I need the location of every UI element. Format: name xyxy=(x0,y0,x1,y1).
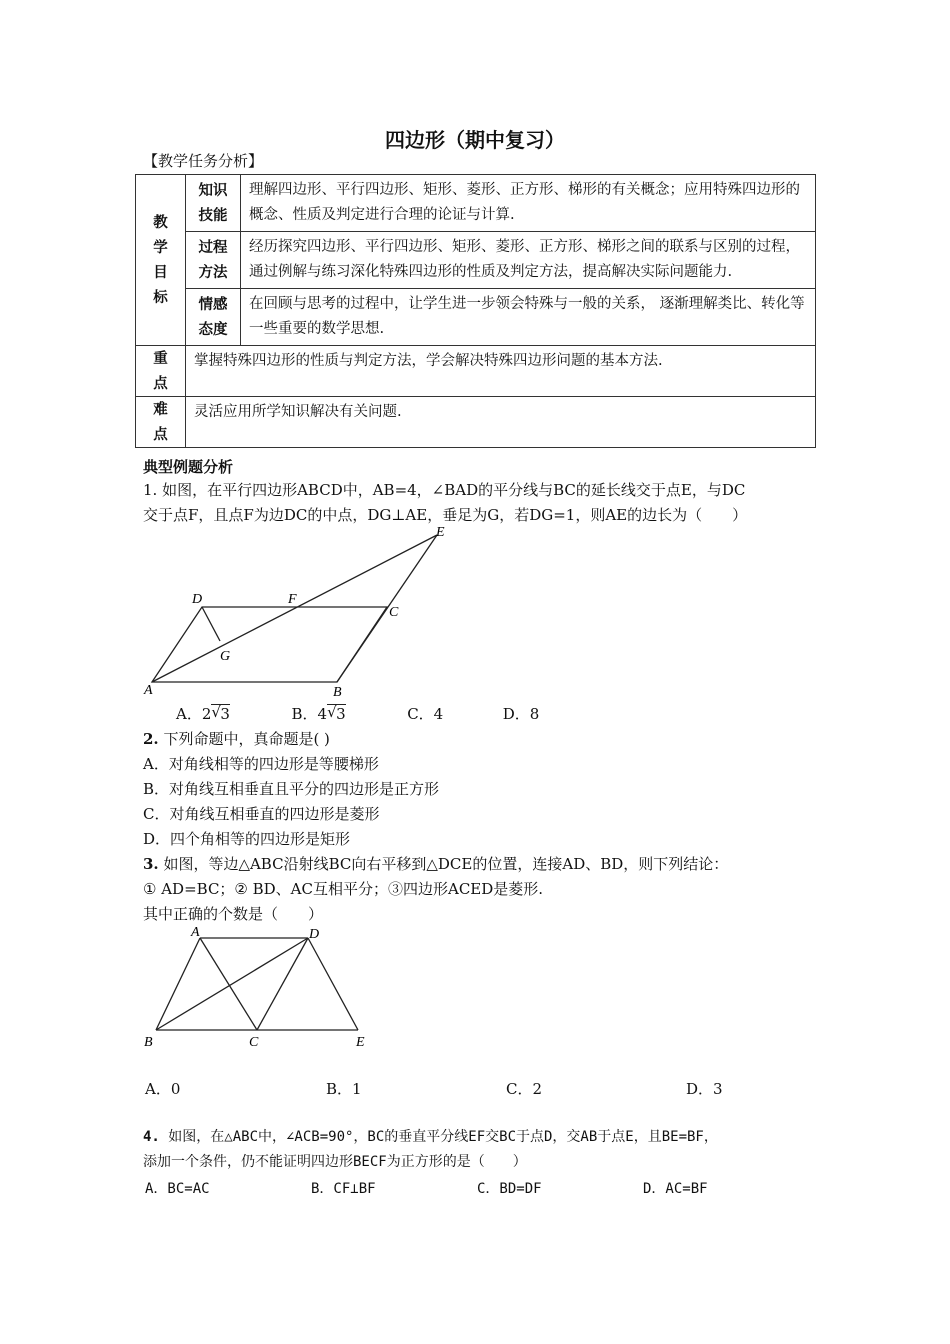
q3-line3: 其中正确的个数是（ ） xyxy=(143,905,324,923)
q2-option-a: A．对角线相等的四边形是等腰梯形 xyxy=(143,755,379,773)
difficulty-text: 灵活应用所学知识解决有关问题. xyxy=(186,397,816,448)
parallelogram-abcd xyxy=(152,607,387,682)
row-label-process: 过程 方法 xyxy=(186,232,241,289)
q4-line1: 4. 如图，在△ABC中，∠ACB=90°，BC的垂直平分线EF交BC于点D，交AB于点E，且BE=BF， xyxy=(143,1129,718,1145)
line-dg xyxy=(202,607,220,641)
row-text-process: 经历探究四边形、平行四边形、矩形、菱形、正方形、梯形之间的联系与区别的过程，通过例解与练习深化特殊四边形的性质及判定方法，提高解决实际问题能力. xyxy=(241,232,816,289)
q1-option-a: A．2 √ 3 xyxy=(176,703,230,723)
row-label-knowledge: 知识 技能 xyxy=(186,175,241,232)
q2-stem: 2. 下列命题中，真命题是( ) xyxy=(143,730,330,748)
point-label: A xyxy=(191,925,200,940)
difficulty-label: 难 点 xyxy=(136,397,186,448)
q2-option-d: D．四个角相等的四边形是矩形 xyxy=(143,830,351,848)
point-label: E xyxy=(436,525,445,540)
row-text-attitude: 在回顾与思考的过程中，让学生进一步领会特殊与一般的关系， 逐渐理解类比、转化等一些重要的数学思想. xyxy=(241,289,816,346)
q4-option-a: A．BC=AC xyxy=(145,1181,210,1197)
table-row xyxy=(136,346,816,397)
q3-option-d: D．3 xyxy=(686,1080,723,1098)
q3-line2: ① AD=BC；② BD、AC互相平分；③四边形ACED是菱形. xyxy=(143,880,544,898)
key-point-label: 重 点 xyxy=(136,346,186,397)
point-label: D xyxy=(192,592,203,607)
goal-label: 教 学 目 标 xyxy=(136,175,186,346)
row-label-attitude: 情感 态度 xyxy=(186,289,241,346)
q3-line1: 3. 如图，等边△ABC沿射线BC向右平移到△DCE的位置，连接AD、BD，则下列结论： xyxy=(143,855,729,873)
task-heading: 【教学任务分析】 xyxy=(143,152,264,170)
point-label: F xyxy=(288,592,297,607)
q1-line2: 交于点F，且点F为边DC的中点，DG⊥AE，垂足为G，若DG=1，则AE的边长为（ ） xyxy=(143,506,748,524)
examples-heading: 典型例题分析 xyxy=(143,458,234,476)
q1-option-d: D．8 xyxy=(502,705,540,723)
sqrt-icon: √ 3 xyxy=(327,703,346,723)
line-be xyxy=(337,535,437,682)
point-label: B xyxy=(333,685,342,700)
q4-line2: 添加一个条件，仍不能证明四边形BECF为正方形的是（ ） xyxy=(143,1154,527,1170)
q1-line1: 1. 如图，在平行四边形ABCD中，AB=4，∠BAD的平分线与BC的延长线交于点E，与DC xyxy=(143,481,746,499)
point-label: B xyxy=(144,1035,153,1050)
line-ac xyxy=(200,938,257,1030)
q1-option-c: C．4 xyxy=(407,705,444,723)
q4-option-c: C．BD=DF xyxy=(477,1181,542,1197)
point-label: G xyxy=(220,649,231,664)
table-row xyxy=(136,232,816,289)
line-bd xyxy=(156,938,308,1030)
q3-option-a: A．0 xyxy=(145,1080,181,1098)
objectives-table xyxy=(135,174,816,448)
point-label: E xyxy=(356,1035,365,1050)
table-row xyxy=(136,289,816,346)
line-de xyxy=(308,938,358,1030)
q1-option-b: B．4 √ 3 xyxy=(291,703,346,723)
sqrt-icon: √ 3 xyxy=(211,703,230,723)
q3-option-b: B．1 xyxy=(326,1080,362,1098)
point-label: C xyxy=(389,605,399,620)
page-title: 四边形（期中复习） xyxy=(385,128,565,152)
q2-option-c: C．对角线互相垂直的四边形是菱形 xyxy=(143,805,380,823)
row-text-knowledge: 理解四边形、平行四边形、矩形、菱形、正方形、梯形的有关概念；应用特殊四边形的概念、性质及判定进行合理的论证与计算. xyxy=(241,175,816,232)
line-cd xyxy=(257,938,308,1030)
q1-figure xyxy=(140,522,460,702)
q4-option-d: D．AC=BF xyxy=(643,1181,708,1197)
q4-option-b: B．CF⊥BF xyxy=(311,1181,376,1197)
q1-options xyxy=(176,702,539,726)
q2-option-b: B．对角线互相垂直且平分的四边形是正方形 xyxy=(143,780,440,798)
point-label: A xyxy=(144,683,153,698)
key-point-text: 掌握特殊四边形的性质与判定方法，学会解决特殊四边形问题的基本方法. xyxy=(186,346,816,397)
point-label: D xyxy=(309,927,320,942)
point-label: C xyxy=(249,1035,259,1050)
table-row xyxy=(136,397,816,448)
q3-figure xyxy=(140,922,380,1052)
q3-option-c: C．2 xyxy=(506,1080,543,1098)
table-row xyxy=(136,175,816,232)
